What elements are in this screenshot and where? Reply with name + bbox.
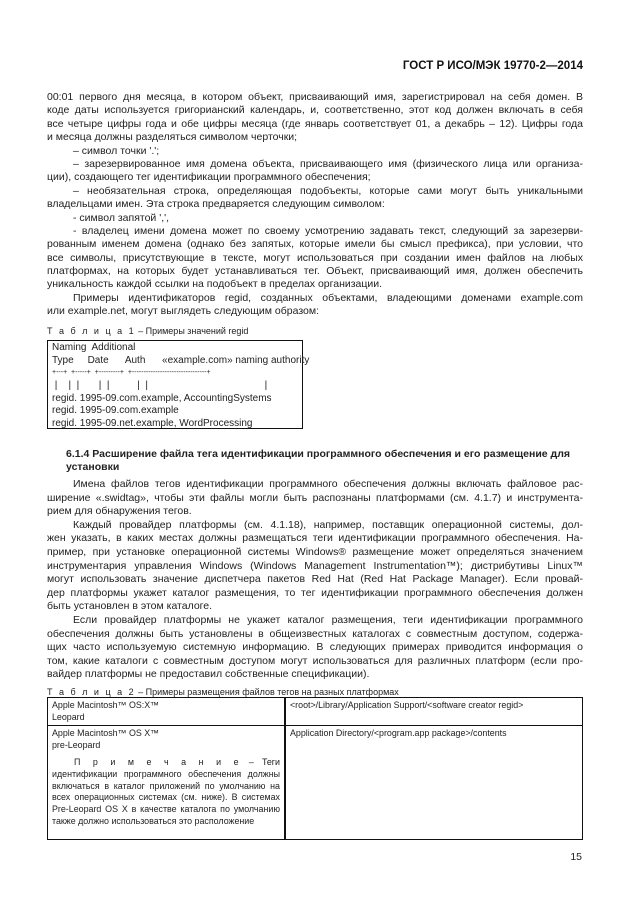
paragraph — [47, 614, 583, 682]
table1-row: +---+ +-----+ +---------+ +--------------------------------+ — [52, 369, 211, 377]
table-note — [52, 757, 280, 828]
text-line: ции), создающего тег идентификации программного обеспечения; — [47, 171, 371, 184]
text-line: Имена файлов тегов идентификации программного обеспечения должны включать файловое рас- — [73, 478, 583, 490]
text-line: владельцами имен. Эта строка предваряется следующим символом: — [47, 198, 385, 211]
platform-cell — [48, 698, 286, 726]
text-line: и месяца должны разделяться символом черточки; — [47, 131, 298, 144]
paragraph — [47, 292, 583, 319]
text-line: 00:01 первого дня месяца, в котором объект, присваивающий имя, зарегистрировал на себя домен. В — [47, 91, 583, 103]
text-line: пример, при установке операционной системы Windows® размещение может определяться значением — [47, 545, 583, 558]
text-line: рованным именем домена (однако без запятых, которые имели бы смысл префикса), при условии, что — [47, 238, 583, 251]
table1-row: Type Date Auth «example.com» naming authority — [52, 354, 310, 366]
text-line: уникальность каждой ссылки на подобъект в пределах организации. — [47, 278, 383, 291]
text-line: жен указать, в каких местах должны размещаться теги идентификации программного обеспечения. На- — [47, 532, 583, 545]
section-heading: 6.1.4 Расширение файла тега идентификации программного обеспечения и его размещение для установки — [66, 448, 570, 474]
table1-caption-text: – Примеры значений regid — [135, 326, 249, 336]
paragraph — [47, 145, 583, 158]
text-line: все символы, присутствующие в тексте, могут использоваться при создании имен файлов на любых — [47, 251, 583, 264]
text-line: платформах, на которых будет устанавливаться тег. Объект, присваивающий имя, должен обеспечить — [47, 265, 583, 278]
text-line: инструментария управления Windows (Windows Management Instrumentation™); дистрибутивы Linux™ — [47, 559, 583, 572]
text-line: щих часто используемую системную информацию. В следующих примерах приводится информация о — [47, 641, 583, 654]
text-line: дер платформы укажет каталог размещения, то тег идентификации программного обеспечения должен — [47, 586, 583, 599]
text-line: том, какие каталоги с совместным доступом могут использоваться для различных платформ (если про- — [47, 654, 583, 667]
text-line: обеспечения должны быть установлены в общеизвестных каталогах с совместным доступом, содержа- — [47, 627, 583, 640]
table2-caption-text: – Примеры размещения файлов тегов на разных платформах — [135, 687, 399, 697]
paragraph — [47, 158, 583, 185]
table1-row: | | | | | | | | — [52, 380, 268, 392]
text-line: – необязательная строка, определяющая подобъекты, которые сами могут быть уникальными — [73, 184, 583, 197]
text-line: коде даты используется григорианский календарь, и, соответственно, этот код должен включать в себя — [47, 104, 583, 117]
text-line: Если провайдер платформы не укажет каталог размещения, теги идентификации программного — [73, 613, 583, 626]
text-line: - владелец имени домена может по своему усмотрению задавать текст, следующий за зарезерви- — [73, 224, 583, 237]
table2-row — [48, 698, 583, 726]
note-label: П р и м е ч а н и е — [74, 757, 241, 767]
text-line: Примеры идентификаторов regid, созданных объектами, владеющими доменами example.com — [73, 291, 583, 304]
text-line: рием для обнаружения тегов. — [47, 505, 192, 518]
table2-caption — [47, 687, 399, 697]
body-text-block-1 — [47, 91, 583, 319]
text-line: Каждый провайдер платформы (см. 4.1.18), например, поставщик операционной системы, дол- — [73, 518, 583, 531]
paragraph — [47, 519, 583, 614]
paragraph — [47, 91, 583, 145]
table1-row: regid. 1995-09.com.example — [52, 405, 179, 417]
regid-examples-table — [47, 340, 310, 430]
text-line: или example.net, могут выглядеть следующим образом: — [47, 305, 319, 318]
tag-locations-table — [47, 697, 583, 840]
table2-caption-label: Т а б л и ц а 2 — [47, 687, 136, 697]
text-line: ширение «.swidtag», чтобы эти файлы могли быть распознаны платформами (см. 4.1.7) и инструмента- — [47, 491, 583, 504]
text-line: – символ точки '.'; — [73, 144, 160, 157]
paragraph — [47, 225, 583, 292]
paragraph — [47, 478, 583, 519]
text-line: могут использовать значение диспетчера пакетов Red Hat (Red Hat Package Manager). Если провай- — [47, 573, 583, 586]
platform-name: Apple Macintosh™ OS:X™ — [52, 700, 160, 710]
table1-caption — [47, 326, 248, 336]
document-header: ГОСТ Р ИСО/МЭК 19770-2—2014 — [402, 60, 583, 72]
text-line: - символ запятой ',', — [73, 211, 170, 224]
page-number: 15 — [570, 851, 582, 863]
location-cell: <root>/Library/Application Support/<software creator regid> — [285, 698, 583, 726]
table1-row: regid. 1995-09.com.example, AccountingSystems — [52, 392, 272, 404]
text-line: все четыре цифры года и обе цифры месяца (где январь соответствует 01, а декабрь – 12). Цифры года — [47, 117, 583, 130]
paragraph — [47, 212, 583, 225]
platform-cell — [48, 726, 286, 840]
text-line: вайдер платформы не предоставил собственные спецификации). — [47, 668, 370, 681]
table2-row — [48, 726, 583, 840]
location-cell: Application Directory/<program.app package>/contents — [285, 726, 583, 840]
text-line: быть установлен в этом каталоге. — [47, 600, 213, 613]
paragraph — [47, 185, 583, 212]
table1-row: Naming Additional — [52, 342, 136, 353]
note-text: – Теги идентификации программного обеспечения должны включаться в каталог приложений по умолчанию на всех операционных системах (см. ниже). В системах Pre-Leopard OS X в качестве каталога по умолчанию также должно использоваться это расположение — [52, 757, 281, 826]
table1-caption-label: Т а б л и ц а 1 — [47, 326, 136, 336]
platform-version: pre-Leopard — [52, 739, 101, 750]
table1-row: regid. 1995-09.net.example, WordProcessing — [52, 418, 253, 430]
platform-name: Apple Macintosh™ OS X™ — [52, 728, 160, 738]
body-text-block-2 — [47, 478, 583, 682]
text-line: – зарезервированное имя домена объекта, присваивающего имя (физического лица или организа- — [73, 157, 583, 170]
platform-version: Leopard — [52, 711, 85, 722]
